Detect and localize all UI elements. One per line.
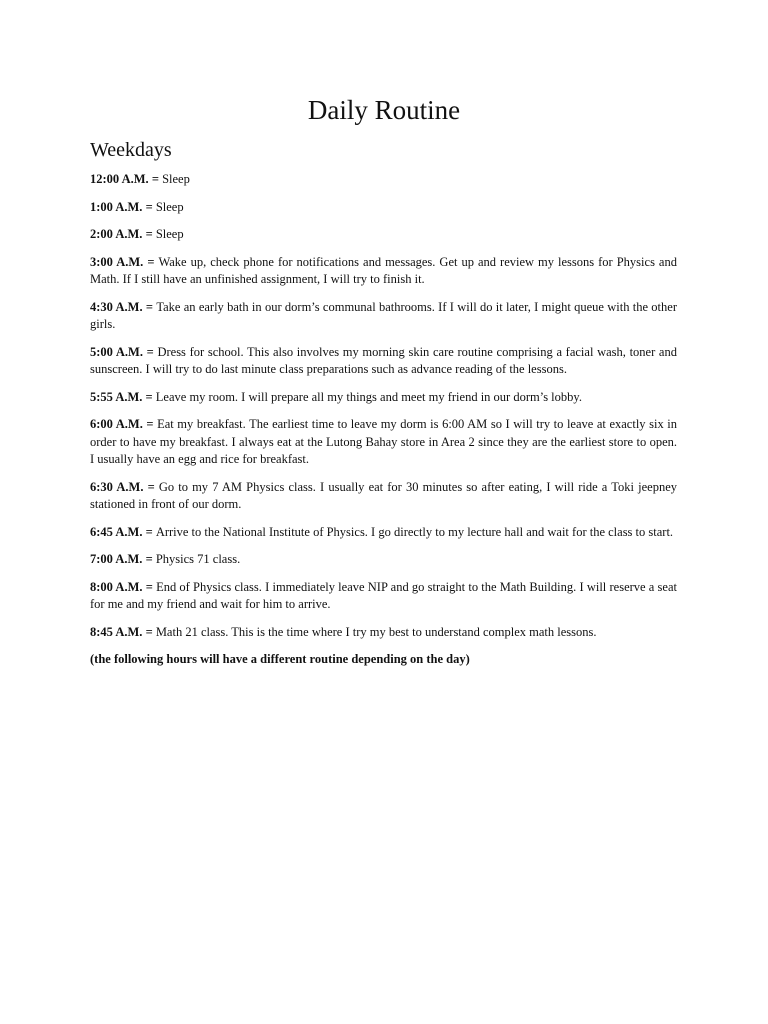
routine-entry-text: Arrive to the National Institute of Physics. I go directly to my lecture hall and wait for the class to start. <box>155 524 674 539</box>
routine-entry-separator: = <box>142 299 157 314</box>
routine-entry <box>90 199 677 217</box>
document-title: Daily Routine <box>307 95 461 125</box>
routine-entries <box>90 171 677 641</box>
routine-entry-time: 8:00 A.M. <box>90 579 143 594</box>
routine-entry-text: Eat my breakfast. The earliest time to leave my dorm is 6:00 AM so I will try to leave at exactly six in order to have my breakfast. I always eat at the Lutong Bahay store in Area 2 since they are the earliest store to open. I usually have an egg and rice for breakfast. <box>90 417 677 466</box>
routine-entry <box>90 624 677 642</box>
section-heading-weekdays: Weekdays <box>90 139 172 161</box>
routine-entry-text: Take an early bath in our dorm’s communal bathrooms. If I will do it later, I might queue with the other girls. <box>90 299 677 331</box>
routine-entry-time: 8:45 A.M. <box>90 624 143 639</box>
routine-entry-text: Go to my 7 AM Physics class. I usually eat for 30 minutes so after eating, I will ride a Toki jeepney stationed in front of our dorm. <box>90 479 677 511</box>
routine-entry-separator: . = <box>139 524 156 539</box>
routine-entry-separator: = <box>148 172 163 186</box>
routine-entry <box>90 579 677 614</box>
routine-entry-time: 5:00 A.M <box>90 344 140 359</box>
routine-entry-time: 4:30 A.M. <box>90 299 143 314</box>
routine-entry-separator: = <box>142 624 156 639</box>
routine-entry <box>90 299 677 334</box>
routine-entry <box>90 416 677 469</box>
routine-entry-text: Sleep <box>155 199 184 214</box>
routine-entry-text: End of Physics class. I immediately leave NIP and go straight to the Math Building. I will reserve a seat for me and my friend and wait for him to arrive. <box>90 579 677 611</box>
routine-entry-separator: = <box>142 579 157 594</box>
routine-entry-text: Sleep <box>155 227 184 241</box>
routine-entry-text: Dress for school. This also involves my morning skin care routine comprising a facial wash, toner and sunscreen. I will try to do last minute class preparations such as advance reading of the lessons. <box>90 344 677 376</box>
routine-entry <box>90 171 677 189</box>
routine-entry-time: 6:45 A.M <box>90 524 140 539</box>
routine-entry <box>90 479 677 514</box>
routine-entry-separator: = <box>142 199 156 214</box>
routine-entry-time: 6:00 A.M. <box>90 417 143 431</box>
routine-note: (the following hours will have a different routine depending on the day) <box>90 652 470 666</box>
routine-entry-separator: . = <box>139 344 158 359</box>
routine-entry-time: 3:00 A.M. <box>90 254 144 269</box>
routine-entry <box>90 254 677 289</box>
routine-entry-text: Physics 71 class. <box>155 552 241 566</box>
routine-entry-separator: = <box>142 227 156 241</box>
routine-entry-time: 12:00 A.M. <box>90 172 149 186</box>
routine-entry <box>90 389 677 407</box>
routine-entry-separator: = <box>142 417 158 431</box>
document-body <box>90 137 677 669</box>
routine-entry-separator: . = <box>140 479 159 494</box>
routine-entry-time: 5:55 A.M. = <box>90 389 153 404</box>
routine-entry <box>90 226 677 244</box>
routine-entry <box>90 551 677 569</box>
routine-entry <box>90 524 677 542</box>
routine-entry-time: 7:00 A.M. <box>90 552 143 566</box>
routine-entry-time: 2:00 A.M. <box>90 227 143 241</box>
routine-entry-text: Math 21 class. This is the time where I try my best to understand complex math lessons. <box>155 624 597 639</box>
routine-entry-text: Wake up, check phone for notifications and messages. Get up and review my lessons for Physics and Math. If I still have an unfinished assignment, I will try to finish it. <box>90 254 677 286</box>
routine-entry-time: 1:00 A.M. <box>90 199 143 214</box>
routine-entry-separator: = <box>143 254 159 269</box>
routine-entry-separator: = <box>142 552 156 566</box>
routine-entry-text: Sleep <box>162 172 190 186</box>
routine-entry <box>90 344 677 379</box>
routine-entry-text: Leave my room. I will prepare all my things and meet my friend in our dorm’s lobby. <box>155 389 582 404</box>
routine-entry-time: 6:30 A.M <box>90 479 141 494</box>
